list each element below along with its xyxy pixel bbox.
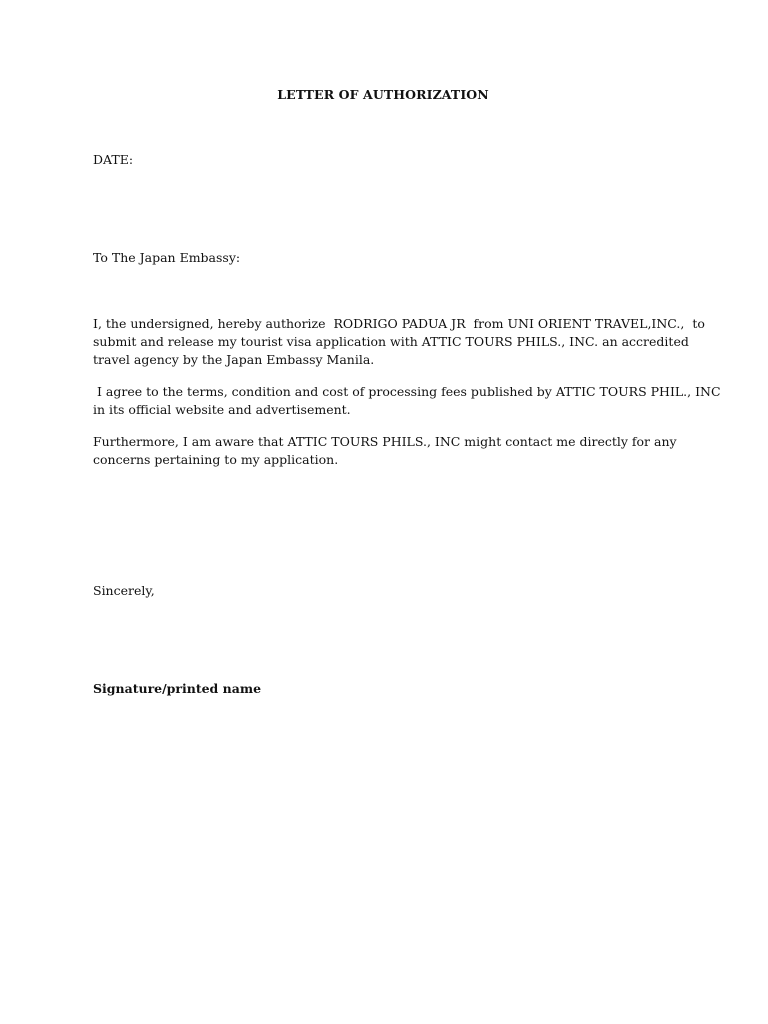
signature-label: Signature/printed name xyxy=(93,681,262,696)
closing: Sincerely, xyxy=(93,583,155,598)
paragraph-line: I agree to the terms, condition and cost of processing fees published by ATTIC TOURS PHIL., INC xyxy=(93,384,721,399)
paragraph-line: in its official website and advertisement. xyxy=(93,402,351,417)
paragraph-line: I, the undersigned, hereby authorize RODRIGO PADUA JR from UNI ORIENT TRAVEL,INC., to xyxy=(93,316,705,331)
paragraph-line: concerns pertaining to my application. xyxy=(93,452,339,467)
salutation: To The Japan Embassy: xyxy=(93,250,241,265)
paragraph-contact xyxy=(93,433,683,469)
paragraph-terms xyxy=(93,383,721,419)
paragraph-line: travel agency by the Japan Embassy Manila. xyxy=(93,352,375,367)
letter-title: LETTER OF AUTHORIZATION xyxy=(277,87,489,102)
date-label: DATE: xyxy=(93,152,134,167)
paragraph-line: Furthermore, I am aware that ATTIC TOURS PHILS., INC might contact me directly for any xyxy=(93,434,677,449)
paragraph-authorization xyxy=(93,315,705,369)
paragraph-line: submit and release my tourist visa application with ATTIC TOURS PHILS., INC. an accredited xyxy=(93,334,689,349)
